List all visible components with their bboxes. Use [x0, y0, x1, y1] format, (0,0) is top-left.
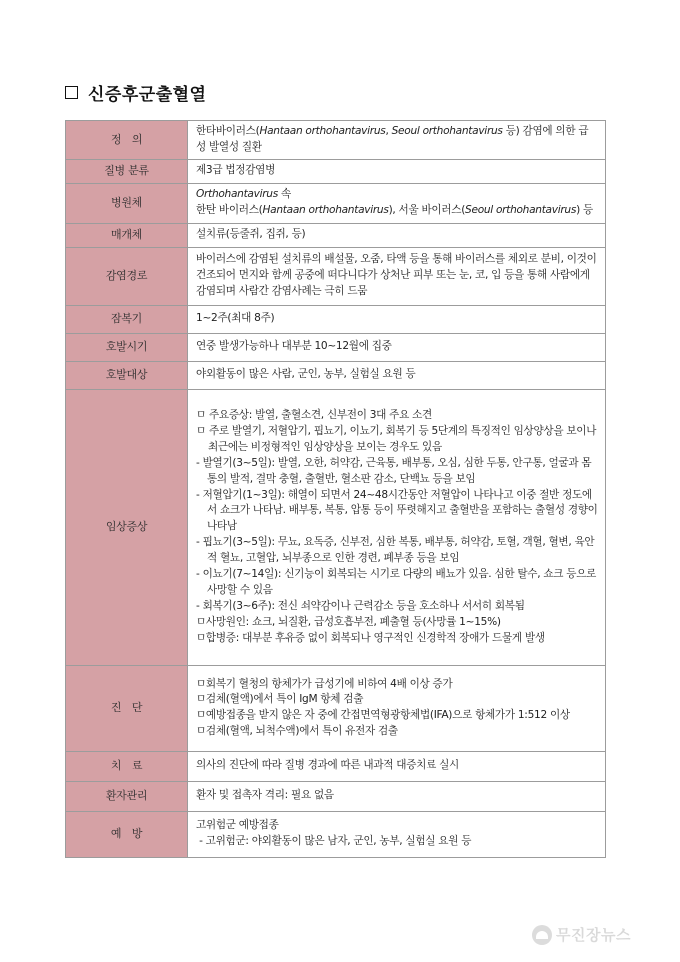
row-management: [66, 781, 606, 811]
page-title: [65, 80, 206, 105]
symptom-item: - 회복기(3~6주): 전신 쇠약감이나 근력감소 등을 호소하나 서서히 회복됨: [196, 599, 525, 612]
value-route: 바이러스에 감염된 설치류의 배설물, 오줌, 타액 등을 통해 바이러스를 체외로 분비, 이것이 건조되어 먼지와 함께 공중에 떠다니다가 상처난 피부 또는 눈, 코, 입 등을 통해 사람에게 감염되며 사람간 감염사례는 극히 드뭄: [188, 247, 606, 305]
watermark-icon: [532, 925, 552, 945]
symptom-item: ㅁ합병증: 대부분 후유증 없이 회복되나 영구적인 신경학적 장애가 드물게 발생: [196, 631, 545, 644]
label-target: 호발대상: [66, 361, 188, 389]
prevention-line: 고위험군 예방접종: [196, 819, 279, 832]
symptom-item: - 이뇨기(7~14일): 신기능이 회복되는 시기로 다량의 배뇨가 있음. 심한 탈수, 쇼크 등으로 사망할 수 있음: [196, 568, 597, 596]
row-vector: [66, 223, 606, 247]
watermark-text: 무진장뉴스: [556, 926, 631, 944]
title-text: 신증후군출혈열: [88, 85, 207, 105]
value-vector: 설치류(등줄쥐, 집쥐, 등): [188, 223, 606, 247]
symptom-item: - 핍뇨기(3~5일): 무뇨, 요독증, 신부전, 심한 복통, 배부통, 허약감, 토혈, 객혈, 혈변, 육안적 혈뇨, 고혈압, 뇌부종으로 인한 경련, 폐부종 등을 보임: [196, 536, 595, 565]
watermark-logo: [532, 924, 631, 945]
label-vector: 매개체: [66, 223, 188, 247]
label-definition: 정 의: [66, 121, 188, 160]
label-incubation: 잠복기: [66, 305, 188, 333]
value-target: 야외활동이 많은 사람, 군인, 농부, 실험실 요원 등: [188, 361, 606, 389]
row-diagnosis: [66, 665, 606, 751]
row-pathogen: [66, 183, 606, 223]
label-treatment: 치 료: [66, 751, 188, 781]
row-treatment: [66, 751, 606, 781]
value-prevention: [188, 811, 606, 857]
label-route: 감염경로: [66, 247, 188, 305]
label-season: 호발시기: [66, 333, 188, 361]
row-incubation: [66, 305, 606, 333]
symptom-item: - 발열기(3~5일): 발열, 오한, 허약감, 근육통, 배부통, 오심, 심한 두통, 안구통, 얼굴과 몸통의 발적, 결막 충혈, 출혈반, 혈소판 감소, 단백뇨 등을 보임: [196, 456, 592, 485]
value-definition: 한타바이러스(Hantaan orthohantavirus, Seoul orthohantavirus 등) 감염에 의한 급성 발열성 질환: [188, 121, 606, 160]
diagnosis-item: ㅁ예방접종을 받지 않은 자 중에 간접면역형광항체법(IFA)으로 항체가가 1:512 이상: [196, 709, 570, 722]
value-diagnosis: [188, 665, 606, 751]
row-classification: [66, 159, 606, 183]
prevention-line: - 고위험군: 야외활동이 많은 남자, 군인, 농부, 실험실 요원 등: [196, 835, 472, 848]
row-route: [66, 247, 606, 305]
value-treatment: 의사의 진단에 따라 질병 경과에 따른 내과적 대증치료 실시: [188, 751, 606, 781]
label-prevention: 예 방: [66, 811, 188, 857]
symptom-item: - 저혈압기(1~3일): 해열이 되면서 24~48시간동안 저혈압이 나타나고 이중 절반 정도에서 쇼크가 나타남. 배부통, 복통, 압통 등이 뚜렷해지고 출혈반을 포함하는 출혈성 경향이 나타남: [196, 488, 598, 533]
label-management: 환자관리: [66, 781, 188, 811]
row-symptoms: [66, 389, 606, 665]
label-diagnosis: 진 단: [66, 665, 188, 751]
symptom-item: ㅁ사망원인: 쇼크, 뇌질환, 급성호흡부전, 폐출혈 등(사망률 1~15%): [196, 615, 501, 628]
checkbox-square-icon: [65, 86, 78, 99]
row-season: [66, 333, 606, 361]
label-symptoms: 임상증상: [66, 389, 188, 665]
value-management: 환자 및 접촉자 격리: 필요 없음: [188, 781, 606, 811]
value-classification: 제3급 법정감염병: [188, 159, 606, 183]
value-season: 연중 발생가능하나 대부분 10~12월에 집중: [188, 333, 606, 361]
diagnosis-item: ㅁ회복기 혈청의 항체가가 급성기에 비하여 4배 이상 증가: [196, 677, 453, 690]
row-target: [66, 361, 606, 389]
row-definition: [66, 121, 606, 160]
symptom-item: ㅁ 주요증상: 발열, 출혈소견, 신부전이 3대 주요 소견: [196, 409, 432, 422]
value-incubation: 1~2주(최대 8주): [188, 305, 606, 333]
label-classification: 질병 분류: [66, 159, 188, 183]
disease-info-table: [65, 120, 606, 858]
row-prevention: [66, 811, 606, 857]
value-symptoms: [188, 389, 606, 665]
label-pathogen: 병원체: [66, 183, 188, 223]
diagnosis-item: ㅁ검체(혈액)에서 특이 IgM 항체 검출: [196, 693, 364, 706]
symptom-item: ㅁ 주로 발열기, 저혈압기, 핍뇨기, 이뇨기, 회복기 등 5단계의 특징적인 임상양상을 보이나 최근에는 비정형적인 임상양상을 보이는 경우도 있음: [196, 424, 597, 453]
diagnosis-item: ㅁ검체(혈액, 뇌척수액)에서 특이 유전자 검출: [196, 725, 398, 738]
value-pathogen: Orthohantavirus 속 한탄 바이러스(Hantaan orthohantavirus), 서울 바이러스(Seoul orthohantavirus) 등: [188, 183, 606, 223]
